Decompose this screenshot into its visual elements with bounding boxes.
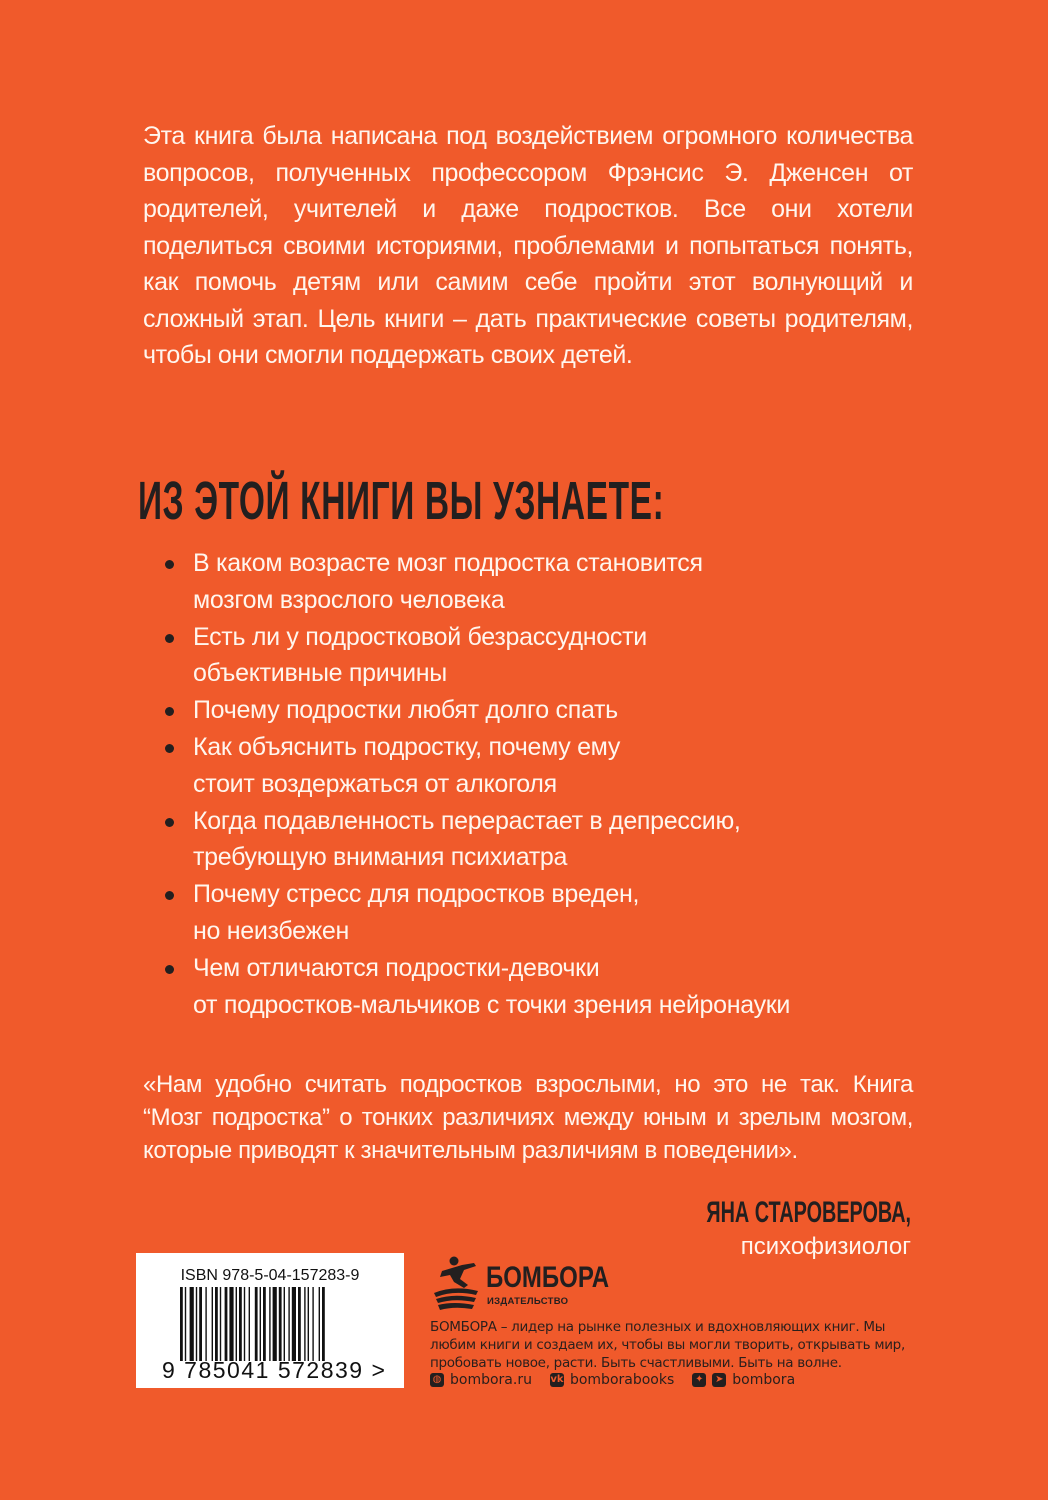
list-item [165,803,905,877]
bullet-icon [165,560,174,569]
barcode-bar [249,1287,250,1361]
barcode-bar [292,1287,296,1361]
barcode-bar [196,1287,197,1361]
list-item-line1: Почему стресс для подростков вреден, [193,880,640,909]
bullet-icon [165,707,174,716]
list-item [165,545,905,619]
social-vk[interactable] [550,1372,674,1388]
learn-heading: ИЗ ЭТОЙ КНИГИ ВЫ УЗНАЕТЕ: [138,471,665,531]
list-item [165,876,905,950]
barcode-bar [279,1287,282,1361]
barcode-bar [239,1287,242,1361]
barcode-bar [260,1287,261,1361]
barcode-bar [319,1287,320,1361]
barcode-bar [288,1287,289,1361]
isbn-barcode [136,1253,404,1388]
list-item-line2: требующую внимания психиатра [193,843,568,872]
list-item-line2: но неизбежен [193,916,350,945]
list-item-line2: стоит воздержаться от алкоголя [193,769,557,798]
list-item [165,692,905,729]
bullet-icon [165,634,174,643]
barcode-bar [205,1287,206,1361]
surfer-logo-icon [432,1255,482,1313]
list-item [165,729,905,803]
list-item [165,619,905,693]
sparkle-icon: ✦ [692,1373,706,1387]
list-item-line1: Есть ли у подростковой безрассудности [193,622,647,651]
intro-paragraph: Эта книга была написана под воздействием огромного количества вопросов, полученных профессором Фрэнсис Э. Дженсен от родителей, учителей и даже подростков. Все они хотели поделиться своими историями, проблемами и попытаться понять, как помочь детям или самим себе пройти этот волнующий и сложный этап. Цель книги – дать практические советы родителям, чтобы они смогли поддержать своих детей. [143,122,913,369]
learn-list [165,545,905,1023]
barcode-bar [225,1287,228,1361]
barcode-bar [308,1287,309,1361]
barcode-bar [220,1287,221,1361]
publisher-description: БОМБОРА – лидер на рынке полезных и вдохновляющих книг. Мы любим книги и создаем их, чтобы вы могли творить, открывать мир, пробовать новое, расти. Быть счастливыми. Быть на волне. [430,1319,905,1371]
barcode-digits: 9 785041 572839 > [162,1357,387,1383]
barcode-bar [236,1287,237,1361]
social-telegram[interactable] [692,1372,795,1388]
social-website[interactable] [430,1372,532,1388]
social-links [430,1372,795,1388]
list-item-line2: от подростков-мальчиков с точки зрения нейронауки [193,990,791,1019]
barcode-bar [273,1287,277,1361]
social-label: bomborabooks [569,1372,675,1388]
bullet-icon [165,818,174,827]
vk-icon: vk [550,1374,564,1385]
barcode-bar [180,1287,183,1361]
barcode-bars [180,1287,366,1361]
telegram-icon: ➤ [712,1373,726,1387]
barcode-bar [284,1287,285,1361]
review-quote: «Нам удобно считать подростков взрослыми, но это не так. Книга “Мозг подростка” о тонких различиях между юным и зрелым мозгом, которые приводят к значительным различиям в поведении». [143,1071,913,1164]
barcode-bar [322,1287,325,1361]
bullet-icon [165,965,174,974]
author-name: ЯНА СТАРОВЕРОВА, [706,1196,911,1229]
publisher-logo [432,1255,612,1313]
barcode-bar [199,1287,202,1361]
barcode-bar [215,1287,218,1361]
bullet-icon [165,744,174,753]
barcode-bar [190,1287,194,1361]
list-item-line2: мозгом взрослого человека [193,585,505,614]
barcode-bar [212,1287,213,1361]
list-item-line1: Почему подростки любят долго спать [193,696,618,725]
barcode-bar [229,1287,233,1361]
author-role: психофизиолог [740,1233,911,1260]
list-item-line1: Когда подавленность перерастает в депрессию, [193,806,741,835]
barcode-bar [255,1287,258,1361]
barcode-bar [312,1287,313,1361]
list-item-line1: Чем отличаются подростки-девочки [193,953,600,982]
logo-name: БОМБОРА [486,1261,610,1294]
globe-icon: ◍ [430,1373,444,1387]
quote-author [601,1196,911,1262]
bullet-icon [165,891,174,900]
logo-subtitle: ИЗДАТЕЛЬСТВО [487,1296,569,1307]
barcode-bar [244,1287,245,1361]
social-label: bombora.ru [450,1372,532,1388]
barcode-bar [185,1287,186,1361]
barcode-bar [298,1287,301,1361]
social-label: bombora [732,1372,796,1388]
list-item-line1: В каком возрасте мозг подростка становится [193,549,703,577]
barcode-bar [269,1287,270,1361]
barcode-bar [304,1287,305,1361]
isbn-label: ISBN 978-5-04-157283-9 [180,1267,360,1284]
barcode-bar [263,1287,266,1361]
list-item-line2: объективные причины [193,659,447,688]
list-item [165,950,905,1024]
list-item-line1: Как объяснить подростку, почему ему [193,732,621,761]
